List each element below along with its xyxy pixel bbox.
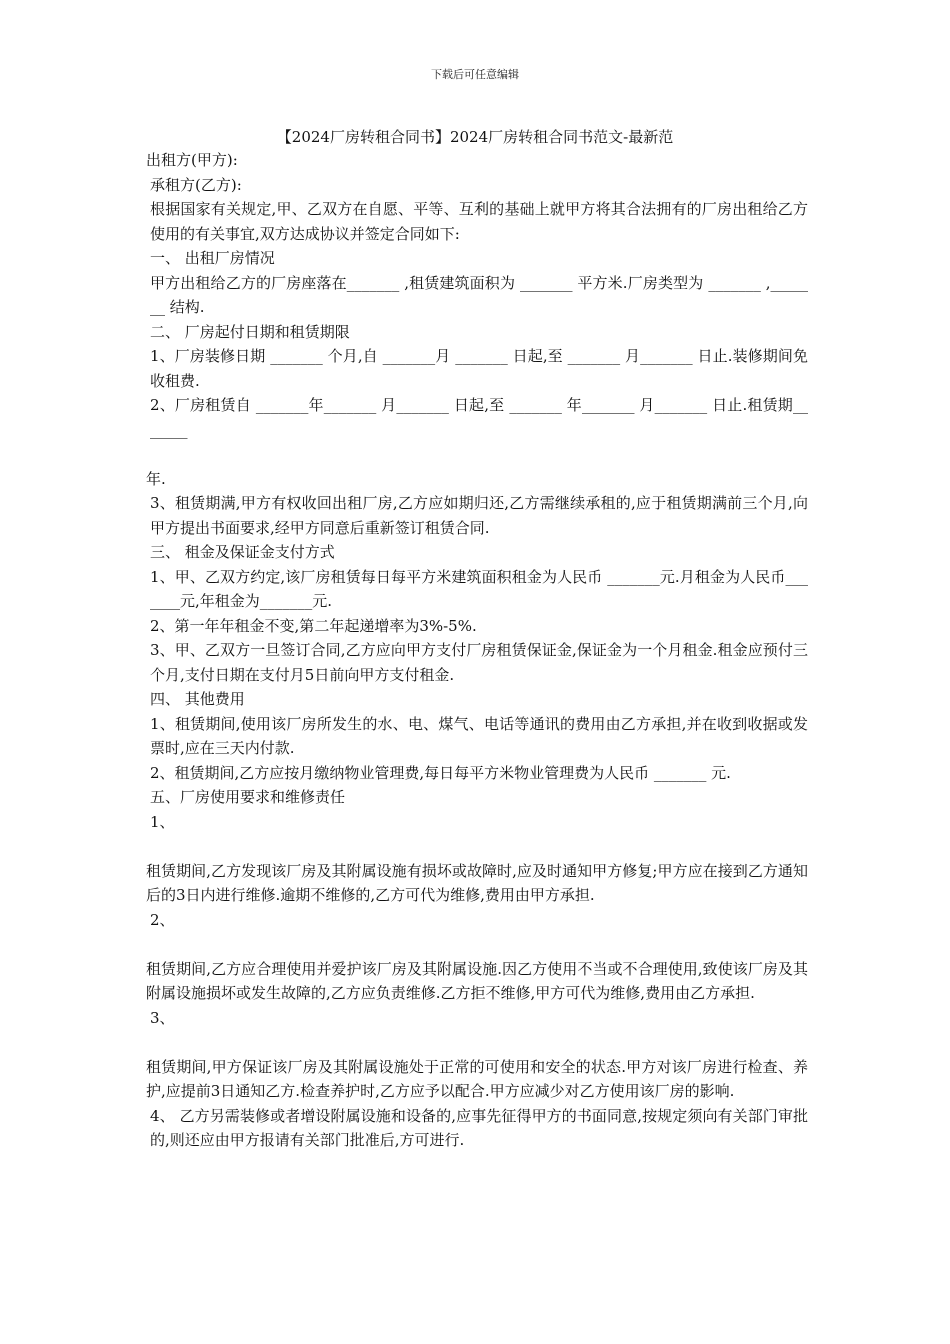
- paragraph: 承租方(乙方):: [150, 175, 242, 194]
- item-number: 1、: [150, 812, 175, 831]
- paragraph: 1、厂房装修日期 _______ 个月,自 _______月 _______ 日起,至 _______ 月_______ 日止.装修期间免收租费.: [150, 347, 808, 390]
- item-number: 3、: [150, 1008, 175, 1027]
- paragraph: 甲方出租给乙方的厂房座落在_______ ,租赁建筑面积为 _______ 平方米.厂房类型为 _______ ,_______ 结构.: [150, 273, 808, 316]
- paragraph: 4、 乙方另需装修或者增设附属设施和设备的,应事先征得甲方的书面同意,按规定须向有关部门审批的,则还应由甲方报请有关部门批准后,方可进行.: [150, 1106, 808, 1149]
- header-note: 下载后可任意编辑: [431, 68, 519, 81]
- document-title: 【2024厂房转租合同书】2024厂房转租合同书范文-最新范: [276, 128, 674, 146]
- section-heading: 二、 厂房起付日期和租赁期限: [150, 322, 350, 341]
- document-body: [146, 148, 808, 1153]
- paragraph: 2、厂房租赁自 _______年_______ 月_______ 日起,至 _______ 年_______ 月_______ 日止.租赁期_______: [150, 396, 808, 439]
- paragraph: 根据国家有关规定,甲、乙双方在自愿、平等、互利的基础上就甲方将其合法拥有的厂房出租给乙方使用的有关事宜,双方达成协议并签定合同如下:: [150, 200, 808, 243]
- paragraph: 1、租赁期间,使用该厂房所发生的水、电、煤气、电话等通讯的费用由乙方承担,并在收到收据或发票时,应在三天内付款.: [150, 714, 808, 757]
- paragraph: 3、租赁期满,甲方有权收回出租厂房,乙方应如期归还,乙方需继续承租的,应于租赁期满前三个月,向甲方提出书面要求,经甲方同意后重新签订租赁合同.: [150, 494, 808, 537]
- paragraph: 出租方(甲方):: [146, 151, 238, 169]
- section-heading: 一、 出租厂房情况: [150, 249, 275, 267]
- paragraph: 2、第一年年租金不变,第二年起递增率为3%-5%.: [150, 616, 477, 635]
- item-number: 2、: [150, 910, 175, 929]
- paragraph: 1、甲、乙双方约定,该厂房租赁每日每平方米建筑面积租金为人民币 _______元.月租金为人民币_______元,年租金为_______元.: [150, 567, 808, 610]
- section-heading: 四、 其他费用: [150, 690, 245, 708]
- paragraph: 3、甲、乙双方一旦签订合同,乙方应向甲方支付厂房租赁保证金,保证金为一个月租金.租金应预付三个月,支付日期在支付月5日前向甲方支付租金.: [150, 641, 808, 684]
- section-heading: 三、 租金及保证金支付方式: [150, 543, 335, 561]
- paragraph: 租赁期间,甲方保证该厂房及其附属设施处于正常的可使用和安全的状态.甲方对该厂房进行检查、养护,应提前3日通知乙方.检查养护时,乙方应予以配合.甲方应减少对乙方使用该厂房的影响.: [146, 1057, 808, 1100]
- paragraph: 租赁期间,乙方发现该厂房及其附属设施有损坏或故障时,应及时通知甲方修复;甲方应在接到乙方通知后的3日内进行维修.逾期不维修的,乙方可代为维修,费用由甲方承担.: [146, 861, 808, 904]
- paragraph: 年.: [146, 469, 166, 488]
- section-heading: 五、厂房使用要求和维修责任: [150, 788, 346, 806]
- paragraph: 租赁期间,乙方应合理使用并爱护该厂房及其附属设施.因乙方使用不当或不合理使用,致使该厂房及其附属设施损坏或发生故障的,乙方应负责维修.乙方拒不维修,甲方可代为维修,费用由乙方承担.: [146, 959, 808, 1002]
- paragraph: 2、租赁期间,乙方应按月缴纳物业管理费,每日每平方米物业管理费为人民币 _______ 元.: [150, 763, 731, 782]
